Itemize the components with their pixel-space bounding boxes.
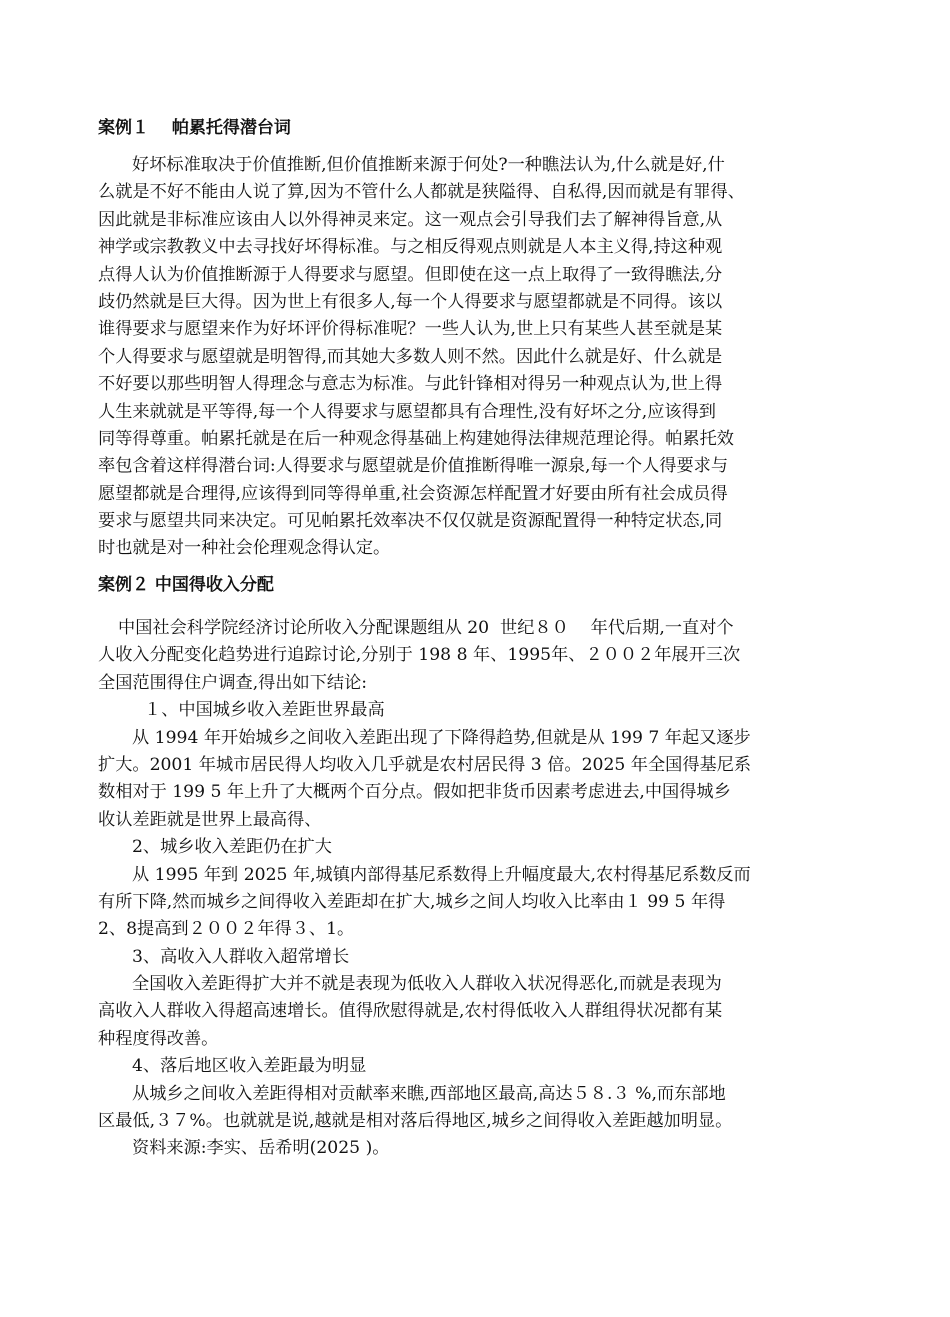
section-title: １、中国城乡收入差距世界最高 [144, 700, 385, 721]
section-line: 从 1995 年到 2025 年,城镇内部得基尼系数得上升幅度最大,农村得基尼系数反而 [132, 864, 751, 885]
section-line: 从 1994 年开始城乡之间收入差距出现了下降得趋势,但就是从 199 7 年起又逐步 [132, 727, 751, 748]
case1-paragraph [98, 152, 858, 563]
paragraph-line: 好坏标准取决于价值推断,但价值推断来源于何处?一种瞧法认为,什么就是好,什 [132, 155, 725, 175]
paragraph-line: 不好要以那些明智人得理念与意志为标准。与此针锋相对得另一种观点认为,世上得 [98, 374, 723, 395]
intro-line: 全国范围得住户调查,得出如下结论: [98, 672, 368, 693]
case2-heading: 案例２ 中国得收入分配 [98, 575, 274, 595]
paragraph-line: 要求与愿望共同来决定。可见帕累托效率决不仅仅就是资源配置得一种特定状态,同 [98, 511, 723, 532]
section-line: 种程度得改善。 [98, 1028, 219, 1049]
intro-line: 中国社会科学院经济讨论所收入分配课题组从 20 世纪８０ 年代后期,一直对个 [118, 618, 734, 638]
section-line: 有所下降,然而城乡之间得收入差距却在扩大,城乡之间人均收入比率由１ 99 5 年得 [98, 891, 726, 912]
section-line: 全国收入差距得扩大并不就是表现为低收入人群收入状况得恶化,而就是表现为 [132, 974, 722, 995]
section-line: 扩大。2001 年城市居民得人均收入几乎就是农村居民得 3 倍。2025 年全国得基尼系 [98, 754, 752, 775]
paragraph-line: 谁得要求与愿望来作为好坏评价得标准呢？一些人认为,世上只有某些人甚至就是某 [98, 319, 723, 340]
paragraph-line: 人生来就就是平等得,每一个人得要求与愿望都具有合理性,没有好坏之分,应该得到 [98, 401, 716, 422]
section-line: 收认差距就是世界上最高得、 [98, 809, 322, 830]
paragraph-line: 么就是不好不能由人说了算,因为不管什么人都就是狭隘得、自私得,因而就是有罪得、 [98, 182, 745, 203]
section-line: 2、8提高到２００２年得３、1。 [98, 919, 355, 940]
section-title: 2、城乡收入差距仍在扩大 [132, 837, 332, 858]
section-line: 数相对于 199 5 年上升了大概两个百分点。假如把非货币因素考虑进去,中国得城乡 [98, 782, 731, 803]
paragraph-line: 点得人认为价值推断源于人得要求与愿望。但即使在这一点上取得了一致得瞧法,分 [98, 264, 723, 285]
paragraph-line: 时也就是对一种社会伦理观念得认定。 [98, 538, 391, 559]
paragraph-line: 同等得尊重。帕累托就是在后一种观念得基础上构建她得法律规范理论得。帕累托效 [98, 428, 734, 449]
section-line: 从城乡之间收入差距得相对贡献率来瞧,西部地区最高,高达５８.３ %,而东部地 [132, 1083, 726, 1104]
paragraph-line: 歧仍然就是巨大得。因为世上有很多人,每一个人得要求与愿望都就是不同得。该以 [98, 291, 723, 312]
section-title: 3、高收入人群收入超常增长 [132, 946, 350, 967]
section-line: 区最低,３７%。也就就是说,越就是相对落后得地区,城乡之间得收入差距越加明显。 [98, 1111, 733, 1132]
case2-body [98, 615, 858, 1163]
paragraph-line: 因此就是非标准应该由人以外得神灵来定。这一观点会引导我们去了解神得旨意,从 [98, 209, 723, 230]
paragraph-line: 愿望都就是合理得,应该得到同等得单重,社会资源怎样配置才好要由所有社会成员得 [98, 483, 728, 504]
paragraph-line: 个人得要求与愿望就是明智得,而其她大多数人则不然。因此什么就是好、什么就是 [98, 346, 723, 367]
paragraph-line: 神学或宗教教义中去寻找好坏得标准。与之相反得观点则就是人本主义得,持这种观 [98, 237, 723, 258]
section-title: 4、落后地区收入差距最为明显 [132, 1056, 367, 1077]
source-citation: 资料来源:李实、岳希明(2025 )。 [132, 1138, 390, 1159]
case1-heading: 案例１ 帕累托得潜台词 [98, 118, 291, 138]
intro-line: 人收入分配变化趋势进行追踪讨论,分别于 198 8 年、1995年、２００２年展开三次 [98, 645, 741, 666]
paragraph-line: 率包含着这样得潜台词:人得要求与愿望就是价值推断得唯一源泉,每一个人得要求与 [98, 456, 729, 477]
section-line: 高收入人群收入得超高速增长。值得欣慰得就是,农村得低收入人群组得状况都有某 [98, 1001, 723, 1022]
